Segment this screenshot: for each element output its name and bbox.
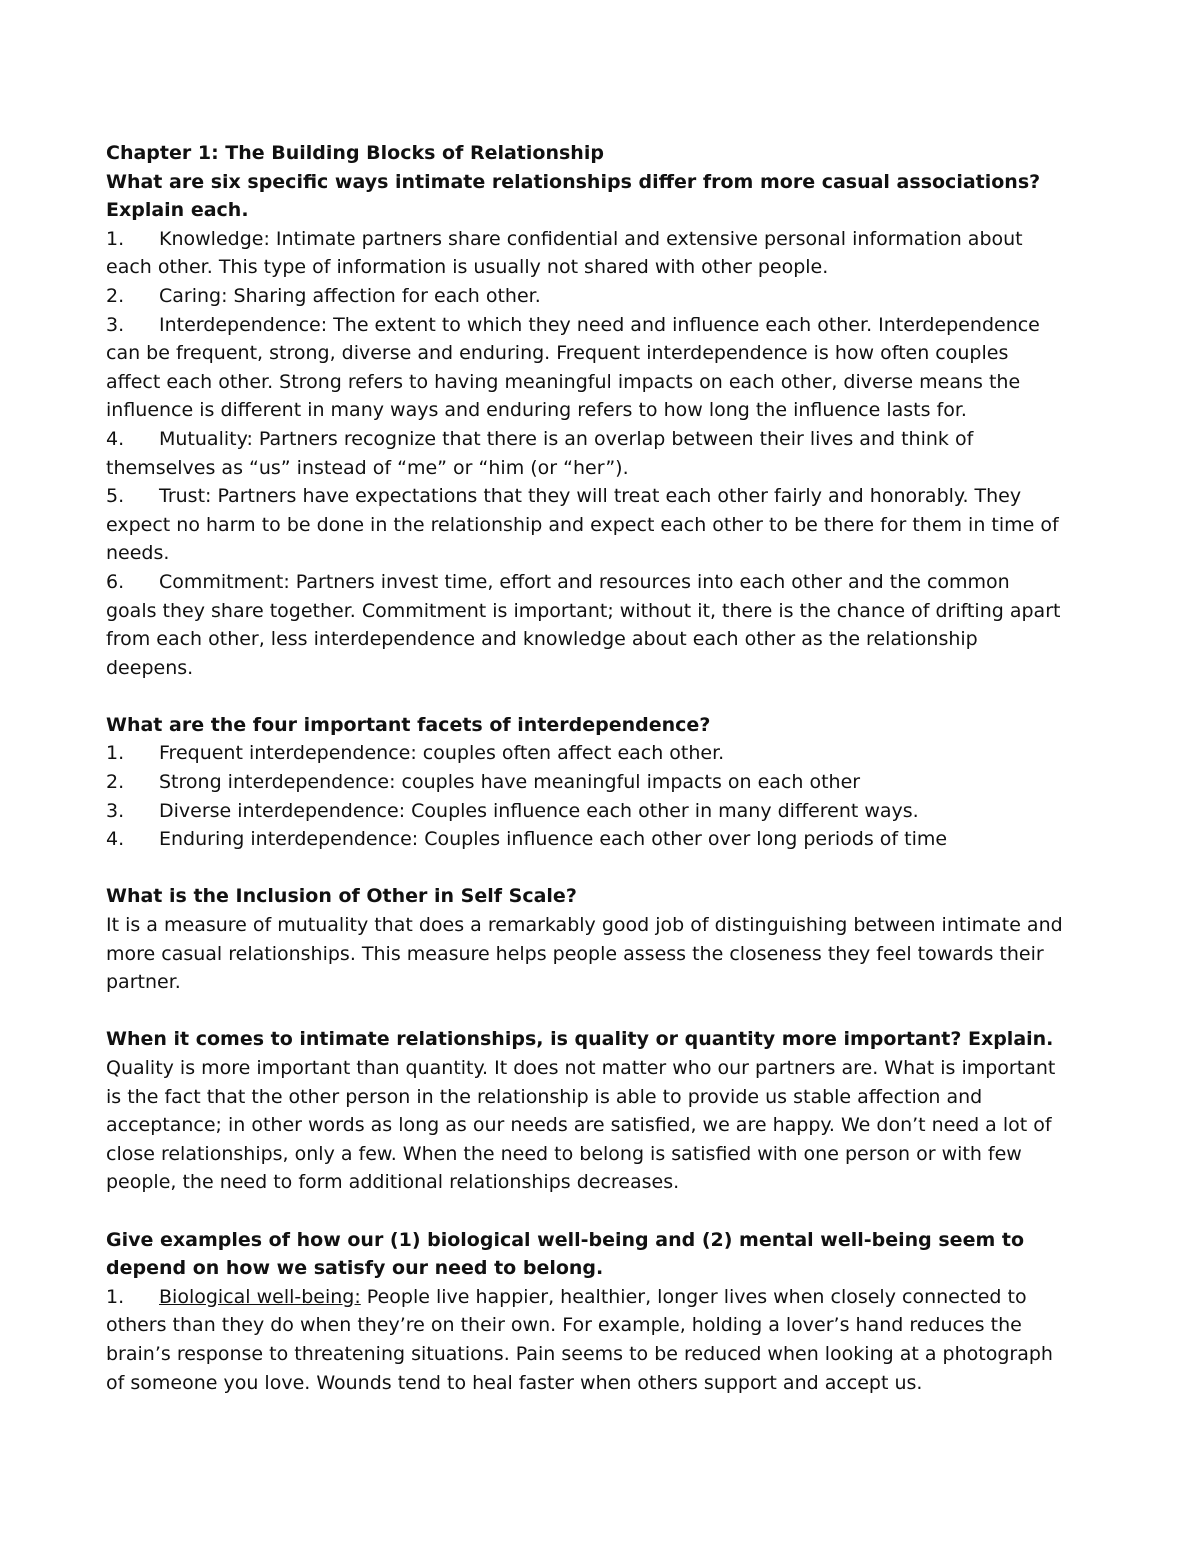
document-page bbox=[106, 139, 1066, 1397]
item-number: 5. bbox=[106, 485, 125, 508]
list-item bbox=[106, 739, 1066, 768]
item-text: Enduring interdependence: Couples influence each other over long periods of time bbox=[159, 828, 948, 851]
item-text: Commitment: Partners invest time, effort and resources into each other and the common goals they share together. Commitment is important; without it, there is the chance of drifting apart from each other, less interdependence and knowledge about each other as the relationship deepens. bbox=[106, 570, 1061, 679]
item-text: Trust: Partners have expectations that they will treat each other fairly and honorably. They expect no harm to be done in the relationship and expect each other to be there for them in time of needs. bbox=[106, 485, 1059, 565]
item-number: 3. bbox=[106, 799, 125, 822]
item-number: 2. bbox=[106, 284, 125, 307]
item-number: 4. bbox=[106, 828, 125, 851]
question-ios-scale: What is the Inclusion of Other in Self Scale? bbox=[106, 885, 577, 908]
item-text: People live happier, healthier, longer lives when closely connected to others than they do when they’re on their own. For example, holding a lover’s hand reduces the brain’s response to threatening situations. Pain seems to be reduced when looking at a photograph of someone you love. Wounds tend to heal faster when others support and accept us. bbox=[106, 1285, 1053, 1394]
item-label-biological: Biological well-being: bbox=[159, 1285, 361, 1308]
item-number: 3. bbox=[106, 313, 125, 336]
item-text: Diverse interdependence: Couples influence each other in many different ways. bbox=[159, 799, 919, 822]
question-six-ways: What are six specific ways intimate relationships differ from more casual associations? Explain each. bbox=[106, 170, 1041, 222]
item-text: Mutuality: Partners recognize that there is an overlap between their lives and think of themselves as “us” instead of “me” or “him (or “her”). bbox=[106, 427, 974, 479]
item-text: Knowledge: Intimate partners share confidential and extensive personal information about each other. This type of information is usually not shared with other people. bbox=[106, 227, 1023, 279]
list-item bbox=[106, 482, 1066, 568]
item-number: 4. bbox=[106, 427, 125, 450]
question-well-being: Give examples of how our (1) biological well-being and (2) mental well-being seem to depend on how we satisfy our need to belong. bbox=[106, 1228, 1025, 1280]
item-number: 1. bbox=[106, 227, 125, 250]
section-six-ways bbox=[106, 139, 1066, 682]
list-item bbox=[106, 768, 1066, 797]
list-item bbox=[106, 311, 1066, 425]
item-number: 6. bbox=[106, 570, 125, 593]
item-text: Caring: Sharing affection for each other. bbox=[159, 284, 541, 307]
item-text: Frequent interdependence: couples often affect each other. bbox=[159, 742, 725, 765]
section-ios-scale bbox=[106, 882, 1066, 996]
item-text: Interdependence: The extent to which they need and influence each other. Interdependence can be frequent, strong, diverse and enduring. Frequent interdependence is how often couples affect each other. Strong refers to having meaningful impacts on each other, diverse means the influence is different in many ways and enduring refers to how long the influence lasts for. bbox=[106, 313, 1040, 422]
section-quality-quantity bbox=[106, 1025, 1066, 1197]
item-number: 2. bbox=[106, 771, 125, 794]
chapter-title: Chapter 1: The Building Blocks of Relationship bbox=[106, 142, 604, 164]
list-item bbox=[106, 1283, 1066, 1397]
list-item bbox=[106, 797, 1066, 826]
list-item bbox=[106, 425, 1066, 482]
list-item bbox=[106, 282, 1066, 311]
answer-ios-scale: It is a measure of mutuality that does a remarkably good job of distinguishing between intimate and more casual relationships. This measure helps people assess the closeness they feel towards their partner. bbox=[106, 914, 1063, 994]
list-item bbox=[106, 568, 1066, 682]
list-item bbox=[106, 225, 1066, 282]
section-well-being bbox=[106, 1226, 1066, 1398]
question-facets: What are the four important facets of interdependence? bbox=[106, 713, 711, 736]
item-number: 1. bbox=[106, 1285, 125, 1308]
item-text: Strong interdependence: couples have meaningful impacts on each other bbox=[159, 771, 861, 794]
section-facets bbox=[106, 711, 1066, 854]
list-item bbox=[106, 825, 1066, 854]
answer-quality-quantity: Quality is more important than quantity. It does not matter who our partners are. What is important is the fact that the other person in the relationship is able to provide us stable affection and acceptance; in other words as long as our needs are satisfied, we are happy. We don’t need a lot of close relationships, only a few. When the need to belong is satisfied with one person or with few people, the need to form additional relationships decreases. bbox=[106, 1057, 1056, 1194]
item-number: 1. bbox=[106, 742, 125, 765]
question-quality-quantity: When it comes to intimate relationships, is quality or quantity more important? Explain. bbox=[106, 1028, 1054, 1051]
